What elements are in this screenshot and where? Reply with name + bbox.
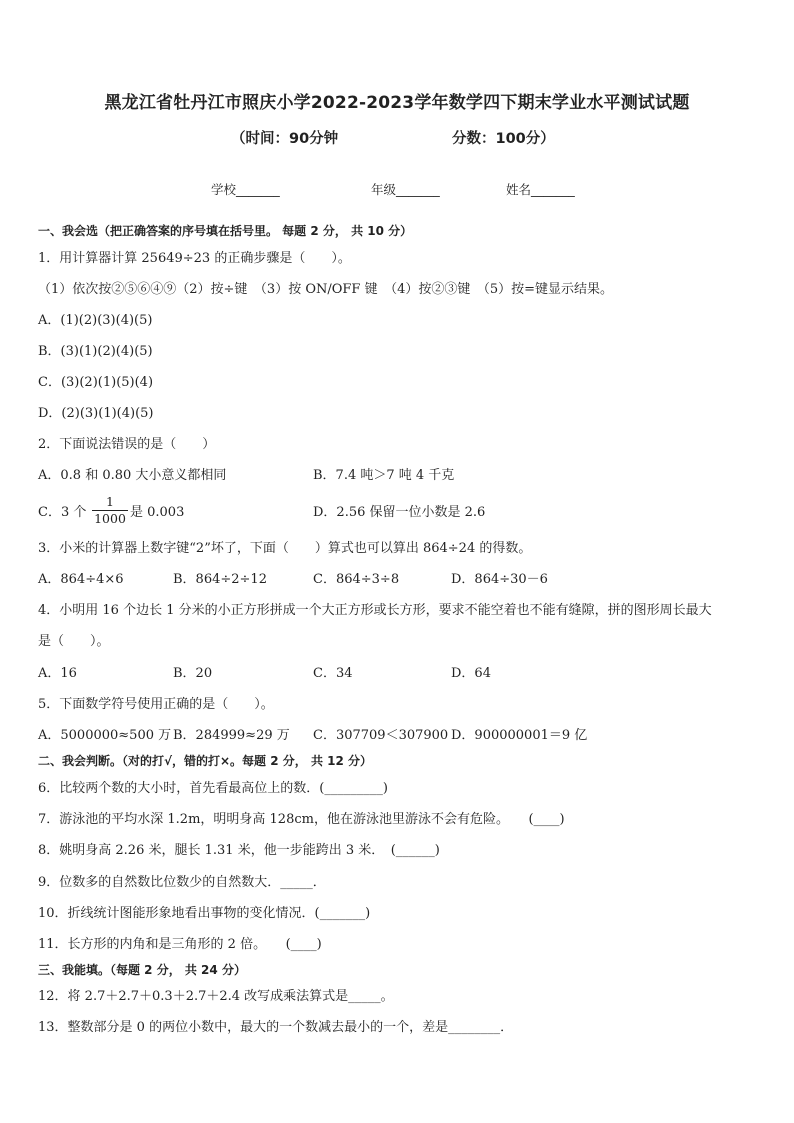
q3-option-a[interactable]: A．864÷4×6 bbox=[38, 572, 124, 587]
q3-option-c[interactable]: C．864÷3÷8 bbox=[313, 572, 400, 587]
q4-option-d[interactable]: D．64 bbox=[451, 666, 491, 681]
section-3-heading: 三、我能填。（每题 2 分， 共 24 分） bbox=[38, 963, 246, 977]
q3-option-b[interactable]: B．864÷2÷12 bbox=[173, 572, 267, 587]
q4-stem-line1: 4．小明用 16 个边长 1 分米的小正方形拼成一个大正方形或长方形，要求不能空着也不能有缝隙，拼的图形周长最大 bbox=[38, 603, 712, 618]
q2-option-b[interactable]: B．7.4 吨＞7 吨 4 千克 bbox=[313, 468, 455, 483]
q4-option-a[interactable]: A．16 bbox=[38, 666, 77, 681]
q4-option-b[interactable]: B．20 bbox=[173, 666, 213, 681]
q2-option-c-prefix[interactable]: C．3 个 bbox=[38, 505, 87, 520]
q1-steps: （1）依次按②⑤⑥④⑨（2）按÷键 （3）按 ON/OFF 键 （4）按②③键 （5）按=键显示结果。 bbox=[38, 282, 614, 297]
section-2-heading: 二、我会判断。（对的打√，错的打×。每题 2 分， 共 12 分） bbox=[38, 754, 372, 768]
q3-option-d[interactable]: D．864÷30－6 bbox=[451, 572, 548, 587]
q6-statement: 6．比较两个数的大小时，首先看最高位上的数．(_________) bbox=[38, 781, 388, 796]
q2-stem: 2．下面说法错误的是（ ） bbox=[38, 437, 216, 452]
q11-statement: 11．长方形的内角和是三角形的 2 倍。 (____) bbox=[38, 937, 322, 952]
q2-option-d[interactable]: D．2.56 保留一位小数是 2.6 bbox=[313, 505, 486, 520]
total-score: 分数：100分） bbox=[452, 131, 555, 147]
time-limit: （时间：90分钟 bbox=[231, 131, 339, 147]
fraction-numerator: 1 bbox=[106, 494, 114, 509]
section-1-heading: 一、我会选（把正确答案的序号填在括号里。 每题 2 分， 共 10 分） bbox=[38, 224, 413, 238]
q5-option-a[interactable]: A．5000000≈500 万 bbox=[38, 728, 172, 743]
q1-option-a[interactable]: A．(1)(2)(3)(4)(5) bbox=[38, 313, 153, 328]
fraction-denominator: 1000 bbox=[94, 511, 126, 526]
q1-option-d[interactable]: D．(2)(3)(1)(4)(5) bbox=[38, 406, 154, 421]
q2-option-c-suffix[interactable]: 是 0.003 bbox=[130, 505, 185, 520]
q7-statement: 7．游泳池的平均水深 1.2m，明明身高 128cm，他在游泳池里游泳不会有危险。 (____) bbox=[38, 812, 565, 827]
q10-statement: 10．折线统计图能形象地看出事物的变化情况．(_______) bbox=[38, 906, 371, 921]
q5-option-b[interactable]: B．284999≈29 万 bbox=[173, 728, 290, 743]
q4-option-c[interactable]: C．34 bbox=[313, 666, 353, 681]
q13-statement: 13．整数部分是 0 的两位小数中，最大的一个数减去最小的一个，差是________． bbox=[38, 1020, 514, 1035]
q5-option-c[interactable]: C．307709＜307900 bbox=[313, 728, 449, 743]
school-field[interactable]: 学校_______ bbox=[211, 182, 280, 197]
q2-option-c-fraction bbox=[92, 495, 128, 526]
q5-stem: 5．下面数学符号使用正确的是（ ）。 bbox=[38, 697, 274, 712]
q8-statement: 8．姚明身高 2.26 米，腿长 1.31 米，他一步能跨出 3 米． (______) bbox=[38, 843, 440, 858]
q5-option-d[interactable]: D．900000001＝9 亿 bbox=[451, 728, 588, 743]
q1-option-c[interactable]: C．(3)(2)(1)(5)(4) bbox=[38, 375, 154, 390]
exam-title: 黑龙江省牡丹江市照庆小学2022-2023学年数学四下期末学业水平测试试题 bbox=[104, 93, 690, 113]
q9-statement: 9．位数多的自然数比位数少的自然数大．_____． bbox=[38, 875, 326, 890]
q1-stem: 1．用计算器计算 25649÷23 的正确步骤是（ ）。 bbox=[38, 251, 351, 266]
q2-option-a[interactable]: A．0.8 和 0.80 大小意义都相同 bbox=[38, 468, 227, 483]
name-field[interactable]: 姓名_______ bbox=[506, 182, 575, 197]
q3-stem: 3．小米的计算器上数字键“2”坏了，下面（ ）算式也可以算出 864÷24 的得数。 bbox=[38, 541, 532, 556]
q1-option-b[interactable]: B．(3)(1)(2)(4)(5) bbox=[38, 344, 153, 359]
grade-field[interactable]: 年级_______ bbox=[371, 182, 440, 197]
q4-stem-line2: 是（ ）。 bbox=[38, 634, 110, 649]
q12-statement: 12．将 2.7＋2.7＋0.3＋2.7＋2.4 改写成乘法算式是_____。 bbox=[38, 989, 394, 1004]
